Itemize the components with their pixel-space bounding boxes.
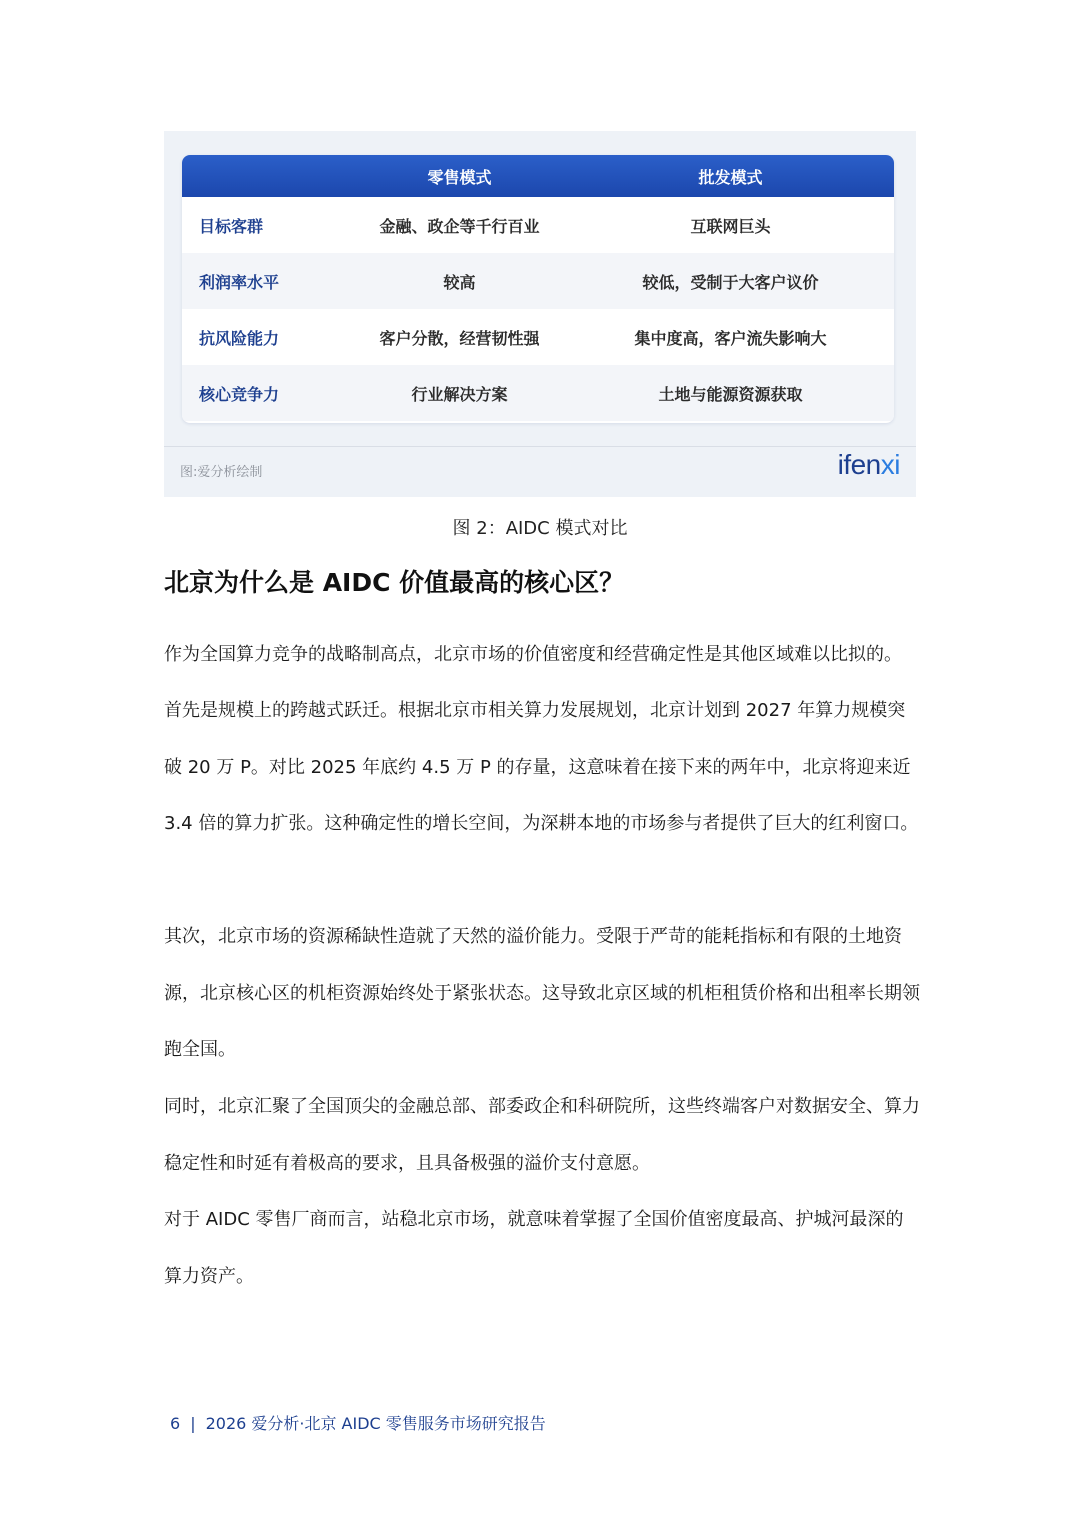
logo-text-main: ifen bbox=[837, 449, 881, 480]
paragraph-conclusion: 对于 AIDC 零售厂商而言，站稳北京市场，就意味着掌握了全国价值密度最高、护城河最深的算力资产。 bbox=[164, 1209, 904, 1287]
table-header-row bbox=[182, 155, 894, 197]
row-retail-cell: 较高 bbox=[443, 272, 476, 292]
page-number: 6 bbox=[170, 1414, 181, 1433]
ifenxi-logo bbox=[838, 449, 900, 481]
paragraph-scarcity: 其次，北京市场的资源稀缺性造就了天然的溢价能力。受限于严苛的能耗指标和有限的土地资源，北京核心区的机柜资源始终处于紧张状态。这导致北京区域的机柜租赁价格和出租率长期领跑全国。 bbox=[164, 926, 920, 1061]
row-wholesale-cell: 集中度高，客户流失影响大 bbox=[634, 328, 827, 348]
row-label: 核心竞争力 bbox=[199, 384, 280, 404]
table-row bbox=[182, 309, 894, 365]
comparison-table bbox=[182, 155, 894, 423]
footer-divider: | bbox=[190, 1414, 196, 1433]
report-title: 2026 爱分析·北京 AIDC 零售服务市场研究报告 bbox=[205, 1414, 546, 1433]
row-retail-cell: 行业解决方案 bbox=[411, 384, 508, 404]
figure-divider bbox=[164, 446, 916, 447]
table-row bbox=[182, 253, 894, 309]
row-wholesale-cell: 互联网巨头 bbox=[690, 216, 771, 236]
paragraph-scale: 首先是规模上的跨越式跃迁。根据北京市相关算力发展规划，北京计划到 2027 年算力规模突破 20 万 P。对比 2025 年底约 4.5 万 P 的存量，这意味着在接下来的两年中，北京将迎来近 3.4 倍的算力扩张。这种确定性的增长空间，为深耕本地的市场参与者提供了巨大的红利窗口。 bbox=[164, 700, 919, 835]
row-retail-cell: 金融、政企等千行百业 bbox=[379, 216, 540, 236]
row-wholesale-cell: 较低，受制于大客户议价 bbox=[642, 272, 819, 292]
paragraph-intro: 作为全国算力竞争的战略制高点，北京市场的价值密度和经营确定性是其他区域难以比拟的。 bbox=[164, 644, 902, 665]
table-row bbox=[182, 365, 894, 421]
row-label: 目标客群 bbox=[199, 216, 264, 236]
figure-caption: 图 2：AIDC 模式对比 bbox=[452, 518, 628, 539]
comparison-figure bbox=[164, 131, 916, 497]
row-label: 抗风险能力 bbox=[199, 328, 280, 348]
row-wholesale-cell: 土地与能源资源获取 bbox=[658, 384, 803, 404]
page-footer bbox=[170, 1411, 546, 1434]
logo-text-accent: xi bbox=[880, 449, 900, 480]
table-row bbox=[182, 197, 894, 253]
table-header-retail: 零售模式 bbox=[427, 167, 492, 187]
section-heading: 北京为什么是 AIDC 价值最高的核心区？ bbox=[164, 568, 625, 597]
row-retail-cell: 客户分散，经营韧性强 bbox=[379, 328, 540, 348]
paragraph-customers: 同时，北京汇聚了全国顶尖的金融总部、部委政企和科研院所，这些终端客户对数据安全、算力稳定性和时延有着极高的要求，且具备极强的溢价支付意愿。 bbox=[164, 1096, 920, 1174]
figure-source: 图:爱分析绘制 bbox=[180, 465, 263, 480]
row-label: 利润率水平 bbox=[199, 272, 280, 292]
table-header-wholesale: 批发模式 bbox=[698, 167, 763, 187]
